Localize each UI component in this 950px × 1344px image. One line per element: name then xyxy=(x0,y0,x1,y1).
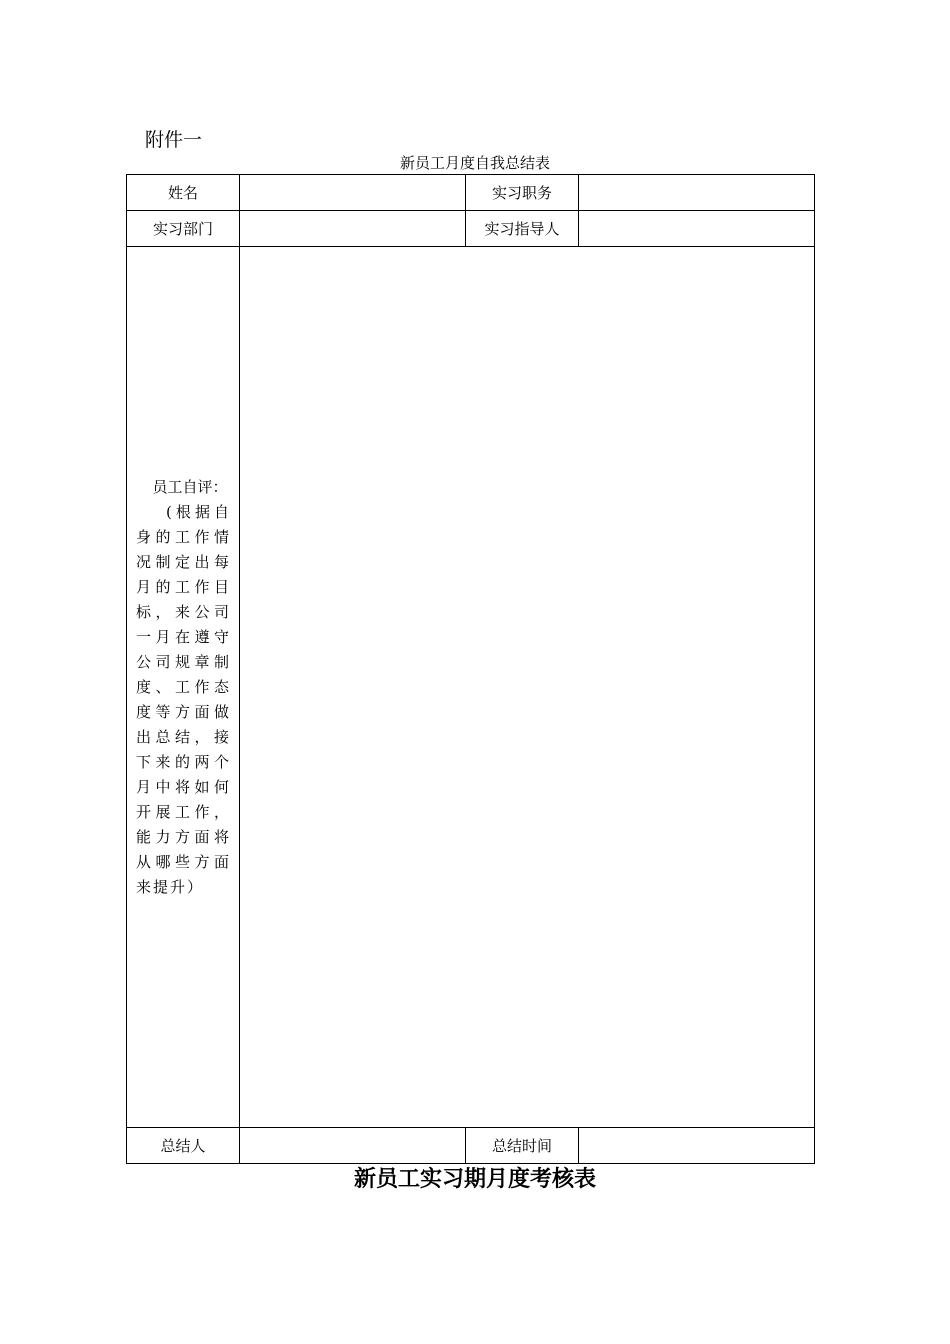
self-eval-field[interactable] xyxy=(240,247,815,1128)
mentor-label: 实习指导人 xyxy=(466,211,579,247)
position-field[interactable] xyxy=(579,175,815,211)
self-eval-label-cell xyxy=(127,247,240,1128)
name-label: 姓名 xyxy=(127,175,240,211)
position-label: 实习职务 xyxy=(466,175,579,211)
department-field[interactable] xyxy=(240,211,466,247)
self-summary-form xyxy=(126,174,815,1164)
self-eval-title: 员工自评： xyxy=(152,477,228,496)
summarizer-label: 总结人 xyxy=(127,1128,240,1164)
name-field[interactable] xyxy=(240,175,466,211)
form-row-name xyxy=(127,175,815,211)
summary-time-label: 总结时间 xyxy=(466,1128,579,1164)
summary-time-field[interactable] xyxy=(579,1128,815,1164)
mentor-field[interactable] xyxy=(579,211,815,247)
summarizer-field[interactable] xyxy=(240,1128,466,1164)
form-title: 新员工月度自我总结表 xyxy=(399,154,550,172)
form-row-self-eval xyxy=(127,247,815,1128)
form-row-department xyxy=(127,211,815,247)
department-label: 实习部门 xyxy=(127,211,240,247)
next-section-title: 新员工实习期月度考核表 xyxy=(353,1167,596,1192)
attachment-label: 附件一 xyxy=(145,129,203,151)
self-eval-description: (根据自身的工作情况制定出每月的工作目标，来公司一月在遵守公司规章制度、工作态度等方面做出总结，接下来的两个月中将如何开展工作，能力方面将从哪些方面来提升） xyxy=(136,502,231,896)
form-row-summarizer xyxy=(127,1128,815,1164)
